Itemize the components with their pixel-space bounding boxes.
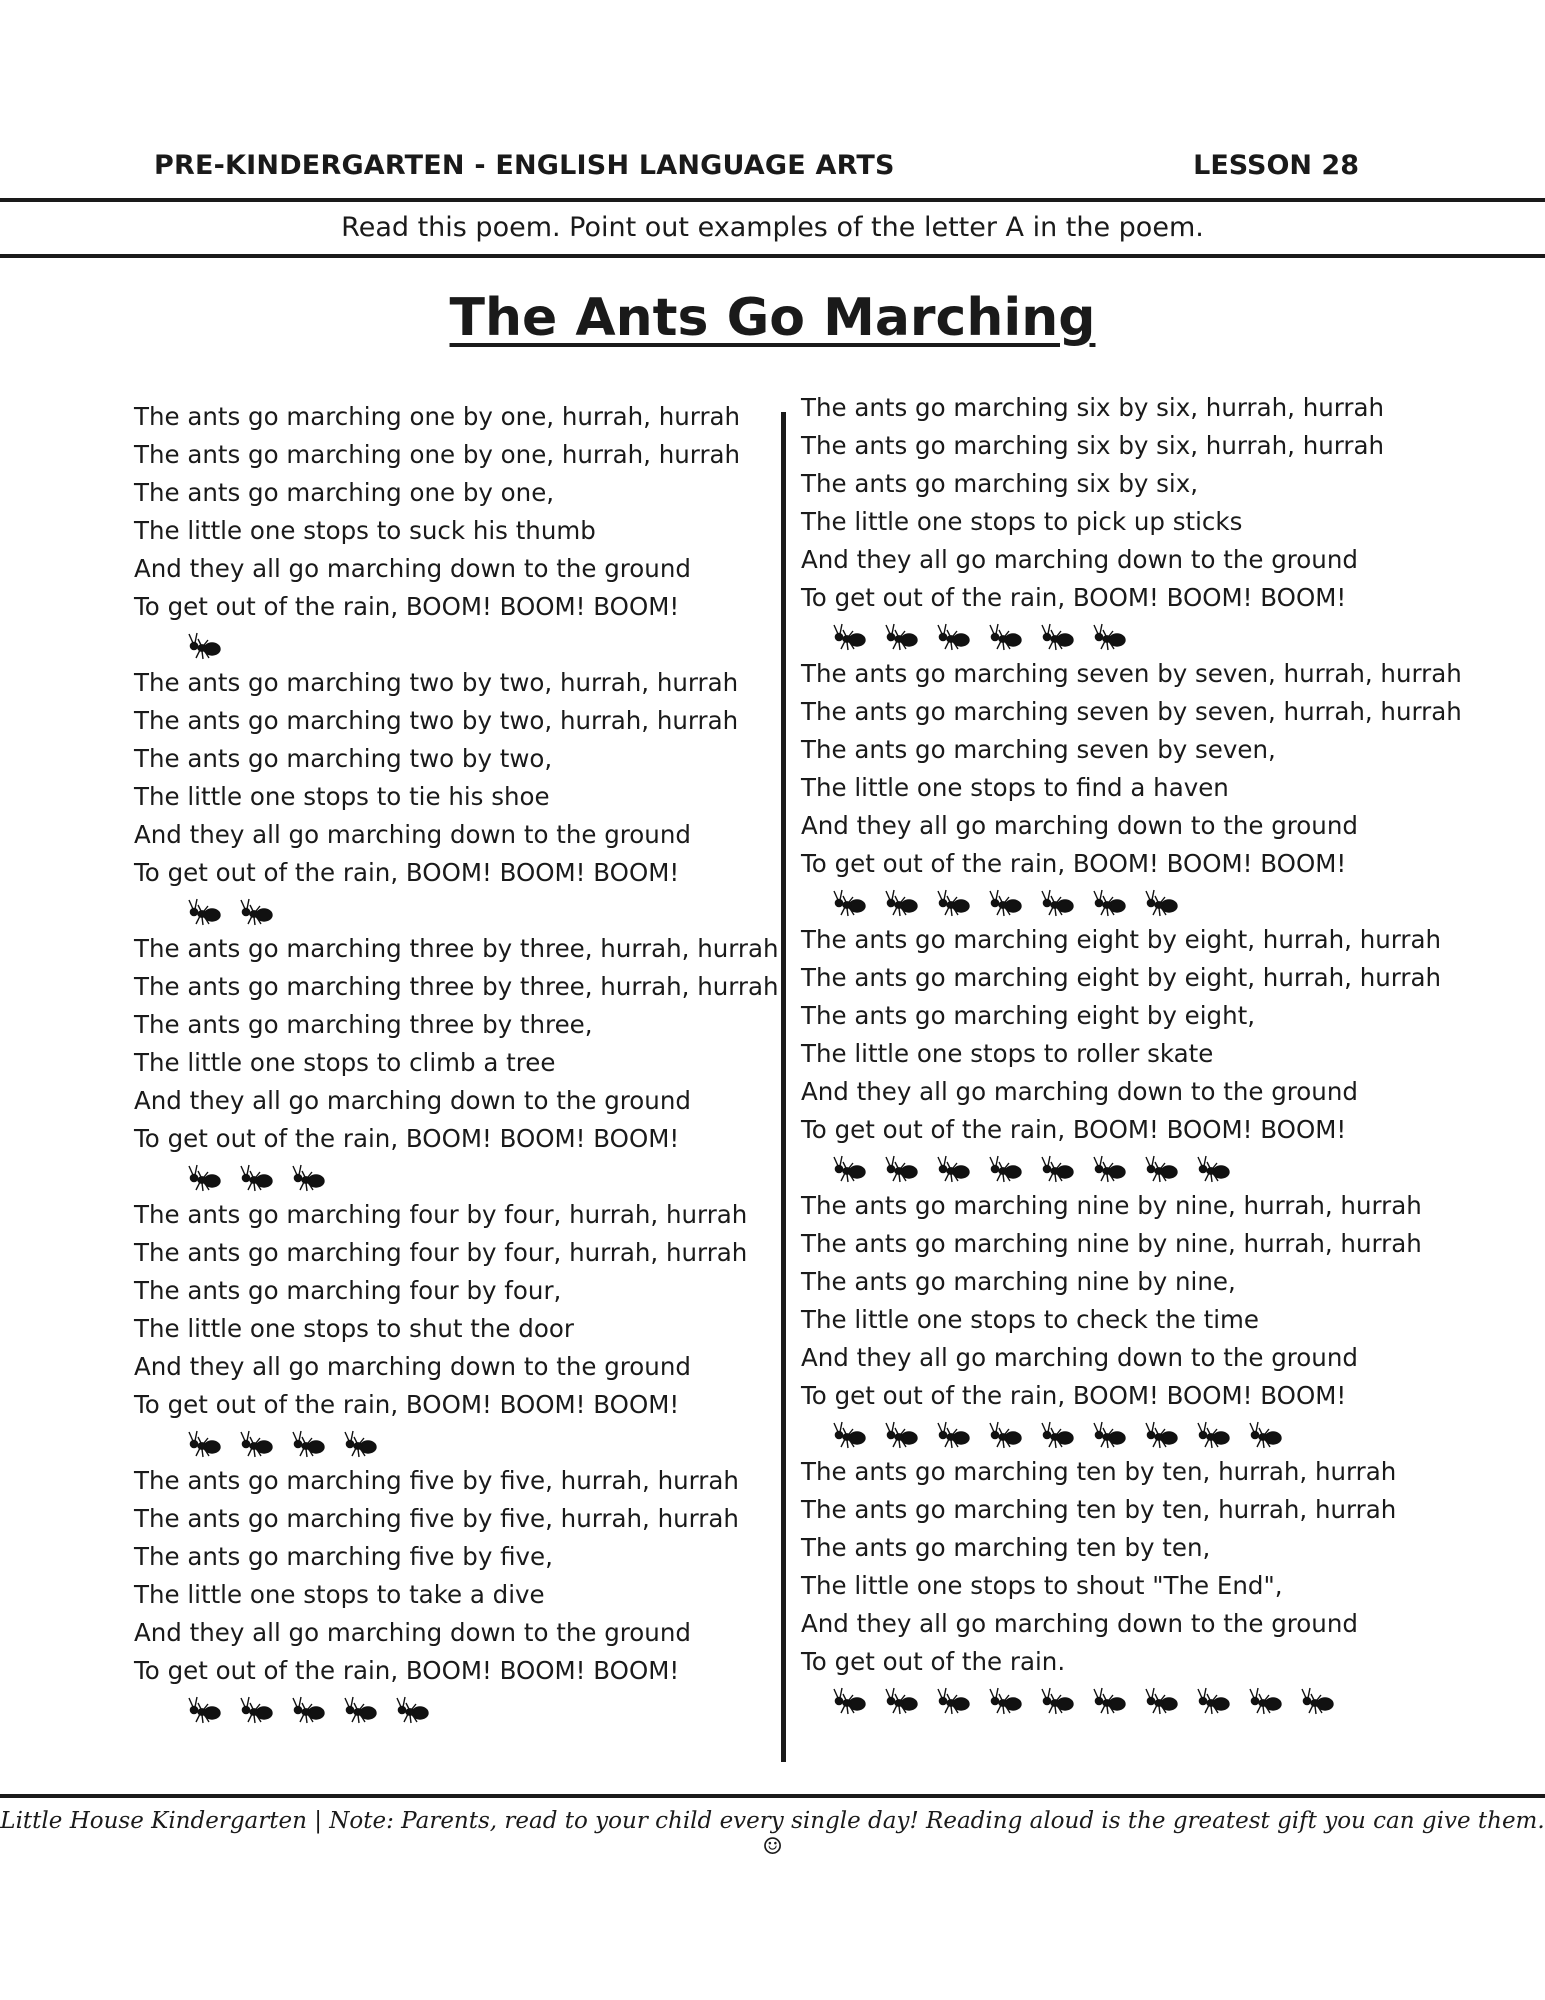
poem-line: The ants go marching two by two, <box>134 744 553 773</box>
poem-line: And they all go marching down to the ground <box>134 1086 691 1115</box>
instruction-text: Read this poem. Point out examples of the letter A in the poem. <box>341 212 1204 243</box>
ant-icon <box>236 1694 276 1724</box>
ant-icon <box>881 1685 921 1715</box>
poem-line: The little one stops to check the time <box>801 1305 1259 1334</box>
ant-icon <box>288 1428 328 1458</box>
ant-icon <box>1037 1685 1077 1715</box>
ant-row <box>134 1424 779 1462</box>
ant-icon <box>933 1419 973 1449</box>
poem-line: The ants go marching seven by seven, hurrah, hurrah <box>801 697 1462 726</box>
poem-line: To get out of the rain, BOOM! BOOM! BOOM! <box>801 1115 1347 1144</box>
poem-line: The ants go marching three by three, hurrah, hurrah <box>134 934 779 963</box>
instruction-divider <box>0 254 1545 258</box>
poem-line: The ants go marching nine by nine, <box>801 1267 1236 1296</box>
ant-icon <box>881 1419 921 1449</box>
poem-line: The little one stops to tie his shoe <box>134 782 550 811</box>
poem-line: And they all go marching down to the ground <box>134 820 691 849</box>
ant-icon <box>392 1694 432 1724</box>
ant-icon <box>1089 621 1129 651</box>
ant-row <box>134 1690 779 1728</box>
ant-row <box>801 1149 1462 1187</box>
poem-line: To get out of the rain. <box>801 1647 1066 1676</box>
ant-icon <box>1297 1685 1337 1715</box>
poem-line: The little one stops to pick up sticks <box>801 507 1243 536</box>
poem-line: The ants go marching ten by ten, hurrah, hurrah <box>801 1495 1397 1524</box>
poem-line: And they all go marching down to the ground <box>801 545 1358 574</box>
ant-row <box>134 1158 779 1196</box>
ant-icon <box>1089 887 1129 917</box>
poem-line: The ants go marching six by six, hurrah, hurrah <box>801 431 1385 460</box>
ant-icon <box>1037 1419 1077 1449</box>
poem-line: The ants go marching ten by ten, <box>801 1533 1211 1562</box>
poem-line: To get out of the rain, BOOM! BOOM! BOOM! <box>134 592 680 621</box>
ant-icon <box>1193 1685 1233 1715</box>
ant-icon <box>1037 1153 1077 1183</box>
poem-line: The little one stops to find a haven <box>801 773 1229 802</box>
poem-line: The ants go marching one by one, hurrah, hurrah <box>134 440 741 469</box>
ant-icon <box>236 896 276 926</box>
poem-line: The little one stops to climb a tree <box>134 1048 556 1077</box>
ant-icon <box>933 1153 973 1183</box>
ant-icon <box>933 621 973 651</box>
poem-line: The ants go marching three by three, <box>134 1010 593 1039</box>
ant-row <box>134 892 779 930</box>
poem-line: The ants go marching two by two, hurrah, hurrah <box>134 668 739 697</box>
poem-line: The ants go marching five by five, hurrah, hurrah <box>134 1466 739 1495</box>
poem-line: To get out of the rain, BOOM! BOOM! BOOM! <box>134 1124 680 1153</box>
ant-icon <box>184 630 224 660</box>
poem-line: To get out of the rain, BOOM! BOOM! BOOM! <box>134 1390 680 1419</box>
ant-icon <box>1089 1685 1129 1715</box>
poem-line: And they all go marching down to the ground <box>801 1343 1358 1372</box>
ant-icon <box>288 1162 328 1192</box>
poem-title: The Ants Go Marching <box>449 288 1096 348</box>
poem-line: And they all go marching down to the ground <box>801 1609 1358 1638</box>
poem-column-left <box>134 398 779 1728</box>
ant-icon <box>1245 1685 1285 1715</box>
poem-line: The little one stops to shut the door <box>134 1314 574 1343</box>
poem-line: The ants go marching six by six, hurrah, hurrah <box>801 393 1385 422</box>
ant-row <box>801 617 1462 655</box>
poem-line: And they all go marching down to the ground <box>801 811 1358 840</box>
poem-line: The ants go marching one by one, hurrah, hurrah <box>134 402 741 431</box>
ant-icon <box>1037 887 1077 917</box>
poem-line: To get out of the rain, BOOM! BOOM! BOOM! <box>134 858 680 887</box>
column-divider <box>781 412 786 1762</box>
poem-line: The ants go marching four by four, hurrah, hurrah <box>134 1200 748 1229</box>
poem-line: The ants go marching seven by seven, <box>801 735 1276 764</box>
poem-line: The little one stops to suck his thumb <box>134 516 596 545</box>
ant-icon <box>1037 621 1077 651</box>
ant-icon <box>881 887 921 917</box>
ant-icon <box>1141 1685 1181 1715</box>
poem-line: The ants go marching nine by nine, hurrah, hurrah <box>801 1191 1422 1220</box>
ant-icon <box>184 1428 224 1458</box>
poem-line: To get out of the rain, BOOM! BOOM! BOOM! <box>801 1381 1347 1410</box>
poem-line: The little one stops to roller skate <box>801 1039 1214 1068</box>
poem-line: The ants go marching ten by ten, hurrah, hurrah <box>801 1457 1397 1486</box>
poem-line: The ants go marching eight by eight, hurrah, hurrah <box>801 925 1442 954</box>
ant-icon <box>829 1419 869 1449</box>
top-divider <box>0 198 1545 202</box>
header-subject: PRE-KINDERGARTEN - ENGLISH LANGUAGE ARTS <box>154 150 895 181</box>
ant-icon <box>829 621 869 651</box>
ant-row <box>801 1415 1462 1453</box>
poem-line: The ants go marching one by one, <box>134 478 555 507</box>
poem-line: The little one stops to take a dive <box>134 1580 545 1609</box>
poem-line: The ants go marching five by five, <box>134 1542 553 1571</box>
ant-icon <box>829 1153 869 1183</box>
poem-line: The ants go marching nine by nine, hurrah, hurrah <box>801 1229 1422 1258</box>
header-lesson: LESSON 28 <box>1193 150 1359 181</box>
ant-icon <box>829 1685 869 1715</box>
ant-icon <box>1141 1419 1181 1449</box>
ant-icon <box>1089 1153 1129 1183</box>
ant-icon <box>881 621 921 651</box>
ant-icon <box>236 1428 276 1458</box>
ant-icon <box>933 1685 973 1715</box>
poem-column-right <box>801 389 1462 1719</box>
ant-icon <box>236 1162 276 1192</box>
ant-icon <box>881 1153 921 1183</box>
poem-line: The ants go marching two by two, hurrah, hurrah <box>134 706 739 735</box>
poem-line: And they all go marching down to the ground <box>134 1352 691 1381</box>
poem-line: The ants go marching four by four, <box>134 1276 562 1305</box>
poem-line: The ants go marching four by four, hurrah, hurrah <box>134 1238 748 1267</box>
ant-row <box>134 626 779 664</box>
footer-note: Little House Kindergarten | Note: Parents, read to your child every single day! Reading aloud is the greatest gift you can give them. ☺ <box>0 1808 1545 1860</box>
ant-icon <box>340 1428 380 1458</box>
poem-line: The ants go marching five by five, hurrah, hurrah <box>134 1504 739 1533</box>
ant-icon <box>1245 1419 1285 1449</box>
ant-icon <box>1141 1153 1181 1183</box>
poem-line: To get out of the rain, BOOM! BOOM! BOOM! <box>801 583 1347 612</box>
poem-line: And they all go marching down to the ground <box>134 1618 691 1647</box>
poem-line: The ants go marching seven by seven, hurrah, hurrah <box>801 659 1462 688</box>
ant-icon <box>985 1419 1025 1449</box>
poem-line: The ants go marching eight by eight, hurrah, hurrah <box>801 963 1442 992</box>
ant-icon <box>985 1153 1025 1183</box>
ant-icon <box>340 1694 380 1724</box>
ant-icon <box>985 1685 1025 1715</box>
footer-divider <box>0 1794 1545 1798</box>
ant-icon <box>1193 1419 1233 1449</box>
poem-line: The ants go marching eight by eight, <box>801 1001 1256 1030</box>
ant-row <box>801 1681 1462 1719</box>
poem-line: To get out of the rain, BOOM! BOOM! BOOM! <box>801 849 1347 878</box>
ant-icon <box>1193 1153 1233 1183</box>
ant-icon <box>985 621 1025 651</box>
poem-line: The little one stops to shout "The End", <box>801 1571 1283 1600</box>
poem-line: The ants go marching three by three, hurrah, hurrah <box>134 972 779 1001</box>
ant-icon <box>933 887 973 917</box>
ant-icon <box>1141 887 1181 917</box>
poem-line: The ants go marching six by six, <box>801 469 1199 498</box>
ant-row <box>801 883 1462 921</box>
poem-line: To get out of the rain, BOOM! BOOM! BOOM! <box>134 1656 680 1685</box>
ant-icon <box>985 887 1025 917</box>
ant-icon <box>1089 1419 1129 1449</box>
ant-icon <box>184 1694 224 1724</box>
poem-line: And they all go marching down to the ground <box>134 554 691 583</box>
ant-icon <box>829 887 869 917</box>
ant-icon <box>288 1694 328 1724</box>
ant-icon <box>184 1162 224 1192</box>
poem-line: And they all go marching down to the ground <box>801 1077 1358 1106</box>
ant-icon <box>184 896 224 926</box>
